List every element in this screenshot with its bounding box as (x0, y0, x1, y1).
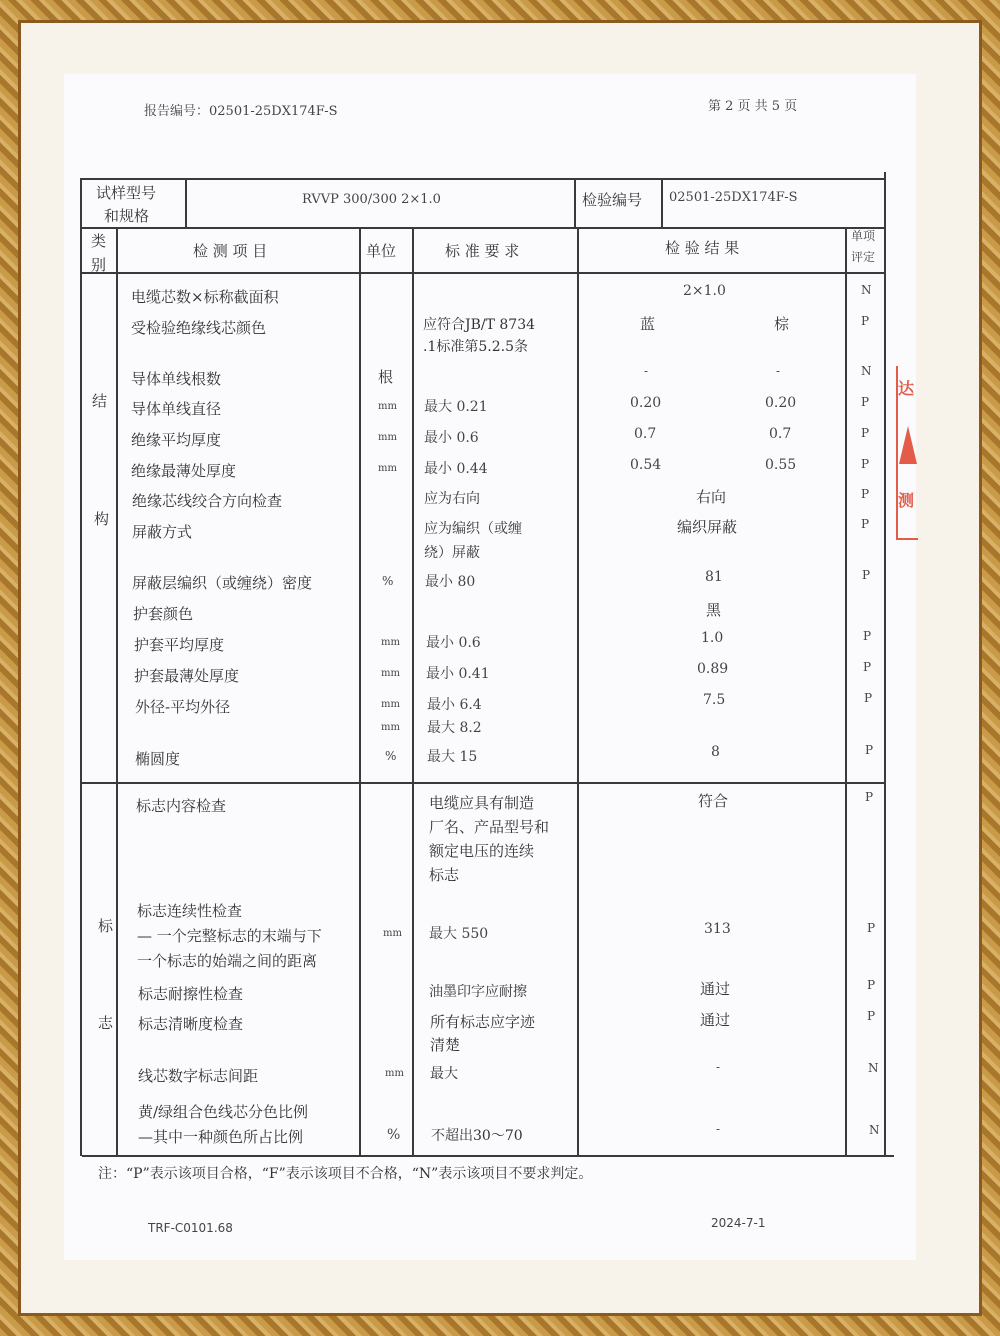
item-cell-line2: —其中一种颜色所占比例 (138, 1128, 304, 1146)
item-cell: 导体单线根数 (131, 370, 222, 388)
requirement-cell: 最大 0.21 (424, 399, 488, 415)
item-cell: 椭圆度 (135, 750, 181, 768)
judge-cell: P (861, 426, 870, 440)
requirement-cell-line2: 最大 8.2 (427, 720, 482, 736)
judge-cell: P (861, 517, 870, 531)
inspection-no-value: 02501-25DX174F-S (669, 190, 798, 205)
result-cell: 0.54 (630, 457, 662, 473)
result-cell-b: - (776, 364, 781, 378)
requirement-cell: 应符合JB/T 8734 (423, 317, 536, 333)
result-cell: - (716, 1060, 721, 1074)
item-cell-line3: 一个标志的始端之间的距离 (137, 952, 318, 970)
judge-cell: P (867, 978, 876, 992)
result-cell: 通过 (700, 1011, 731, 1029)
item-cell: 标志连续性检查 (137, 902, 243, 920)
stamp-star-icon (899, 426, 917, 466)
requirement-cell-line4: 标志 (429, 866, 460, 884)
unit-cell: mm (381, 668, 400, 679)
item-cell: 绝缘平均厚度 (131, 431, 222, 449)
item-cell: 受检验绝缘线芯颜色 (131, 319, 267, 337)
result-cell: 符合 (698, 792, 729, 810)
section-structure-bottom: 构 (94, 510, 110, 528)
judge-cell: P (863, 660, 872, 674)
result-cell: 81 (705, 569, 723, 585)
inspection-no-label: 检验编号 (582, 191, 643, 209)
requirement-cell: 最小 0.6 (426, 635, 481, 651)
requirement-cell: 最大 550 (429, 926, 489, 942)
sample-model-label: 试样型号 (96, 184, 157, 202)
result-cell: 0.7 (634, 426, 657, 442)
result-cell: 蓝 (640, 315, 656, 333)
requirement-cell: 最小 0.41 (426, 666, 490, 682)
item-cell: 护套颜色 (133, 605, 194, 623)
item-cell-line2: — 一个完整标志的末端与下 (137, 927, 322, 945)
requirement-cell: 最小 6.4 (427, 697, 482, 713)
requirement-cell: 最小 0.44 (424, 461, 488, 477)
judge-cell: P (861, 487, 870, 501)
unit-cell: 根 (378, 368, 394, 386)
judge-cell: N (868, 1061, 879, 1075)
category-header-bottom: 别 (91, 256, 107, 274)
judge-cell: N (869, 1123, 880, 1137)
result-cell: 编织屏蔽 (677, 518, 738, 536)
seal-stamp (896, 366, 918, 540)
category-header-top: 类 (91, 232, 107, 250)
item-cell: 绝缘最薄处厚度 (131, 462, 237, 480)
requirement-cell: 应为右向 (424, 491, 480, 507)
item-cell: 屏蔽方式 (132, 523, 193, 541)
item-header: 检 测 项 目 (193, 242, 268, 260)
requirement-header: 标 准 要 求 (445, 242, 520, 260)
item-cell: 护套最薄处厚度 (134, 667, 240, 685)
result-cell: 2×1.0 (683, 283, 726, 299)
unit-cell: mm (385, 1068, 404, 1079)
item-cell: 电缆芯数×标称截面积 (131, 288, 279, 306)
unit-cell: mm (378, 463, 397, 474)
unit-cell: mm (378, 432, 397, 443)
result-cell-b: 0.55 (765, 457, 797, 473)
item-cell: 标志耐擦性检查 (138, 985, 244, 1003)
item-cell: 导体单线直径 (131, 400, 222, 418)
report-number: 报告编号：02501-25DX174F-S (144, 104, 338, 119)
result-cell: - (716, 1122, 721, 1136)
requirement-cell: 最小 0.6 (424, 430, 479, 446)
judge-cell: P (861, 314, 870, 328)
requirement-cell: 所有标志应字迹 (430, 1013, 536, 1031)
result-cell: 7.5 (703, 692, 726, 708)
judge-cell: P (863, 629, 872, 643)
judge-cell: P (862, 568, 871, 582)
item-cell: 护套平均厚度 (134, 636, 225, 654)
judge-cell: P (867, 921, 876, 935)
unit-cell: mm (381, 637, 400, 648)
requirement-cell-line2: 绕）屏蔽 (424, 545, 480, 561)
sample-spec-label: 和规格 (104, 207, 150, 225)
unit-cell-line2: mm (381, 722, 400, 733)
requirement-cell: 最小 80 (425, 574, 476, 590)
requirement-cell-line2: .1标准第5.2.5条 (423, 339, 528, 355)
requirement-cell: 电缆应具有制造 (429, 794, 535, 812)
result-cell-b: 0.7 (769, 426, 792, 442)
unit-cell: % (382, 574, 394, 588)
unit-cell: mm (383, 928, 402, 939)
requirement-cell: 不超出30～70 (431, 1128, 523, 1144)
judge-header-bottom: 评定 (851, 250, 876, 264)
unit-cell: % (387, 1127, 401, 1143)
requirement-cell: 油墨印字应耐擦 (429, 984, 527, 1000)
page-info: 第 2 页 共 5 页 (708, 99, 798, 114)
sample-model-value: RVVP 300/300 2×1.0 (302, 192, 441, 207)
result-cell: 1.0 (701, 630, 724, 646)
item-cell: 绝缘芯线绞合方向检查 (132, 492, 283, 510)
item-cell: 标志内容检查 (136, 797, 227, 815)
judge-cell: P (861, 395, 870, 409)
unit-cell: % (385, 749, 397, 763)
result-header: 检 验 结 果 (665, 239, 740, 257)
unit-cell: mm (378, 401, 397, 412)
item-cell: 线芯数字标志间距 (138, 1067, 259, 1085)
section-structure-top: 结 (92, 392, 108, 410)
item-cell: 标志清晰度检查 (138, 1015, 244, 1033)
unit-header: 单位 (366, 242, 397, 260)
requirement-cell-line2: 清楚 (430, 1036, 461, 1054)
judge-cell: P (865, 790, 874, 804)
judge-cell: P (861, 457, 870, 471)
requirement-cell: 最大 15 (427, 749, 478, 765)
item-cell: 外径-平均外径 (135, 698, 231, 716)
result-cell: 0.20 (630, 395, 662, 411)
judge-cell: P (867, 1009, 876, 1023)
result-cell-b: 0.20 (765, 395, 797, 411)
result-cell: 黑 (706, 601, 722, 619)
judge-cell: P (864, 691, 873, 705)
result-cell: 通过 (700, 980, 731, 998)
unit-cell: mm (381, 699, 400, 710)
form-number: TRF-C0101.68 (148, 1221, 233, 1235)
requirement-cell: 最大 (430, 1066, 458, 1082)
requirement-cell-line3: 额定电压的连续 (429, 842, 535, 860)
result-cell: 313 (704, 921, 731, 937)
judge-cell: P (865, 743, 874, 757)
requirement-cell-line2: 厂名、产品型号和 (429, 818, 550, 836)
result-cell-b: 棕 (774, 315, 790, 333)
stamp-char-bottom: 测 (898, 491, 915, 510)
judge-cell: N (861, 364, 872, 378)
result-cell: 右向 (696, 488, 727, 506)
form-date: 2024-7-1 (711, 1216, 766, 1230)
item-cell: 黄/绿组合色线芯分色比例 (138, 1103, 309, 1121)
section-marking-top: 标 (98, 917, 114, 935)
requirement-cell: 应为编织（或缠 (424, 521, 522, 537)
judge-header-top: 单项 (851, 229, 876, 243)
footnote: 注：“P”表示该项目合格，“F”表示该项目不合格，“N”表示该项目不要求判定。 (98, 1166, 593, 1182)
stamp-char-top: 达 (898, 379, 915, 398)
item-cell: 屏蔽层编织（或缠绕）密度 (132, 574, 313, 592)
judge-cell: N (861, 283, 872, 297)
result-cell: 8 (711, 744, 720, 760)
result-cell: - (644, 364, 649, 378)
section-marking-bottom: 志 (98, 1014, 114, 1032)
result-cell: 0.89 (697, 661, 729, 677)
